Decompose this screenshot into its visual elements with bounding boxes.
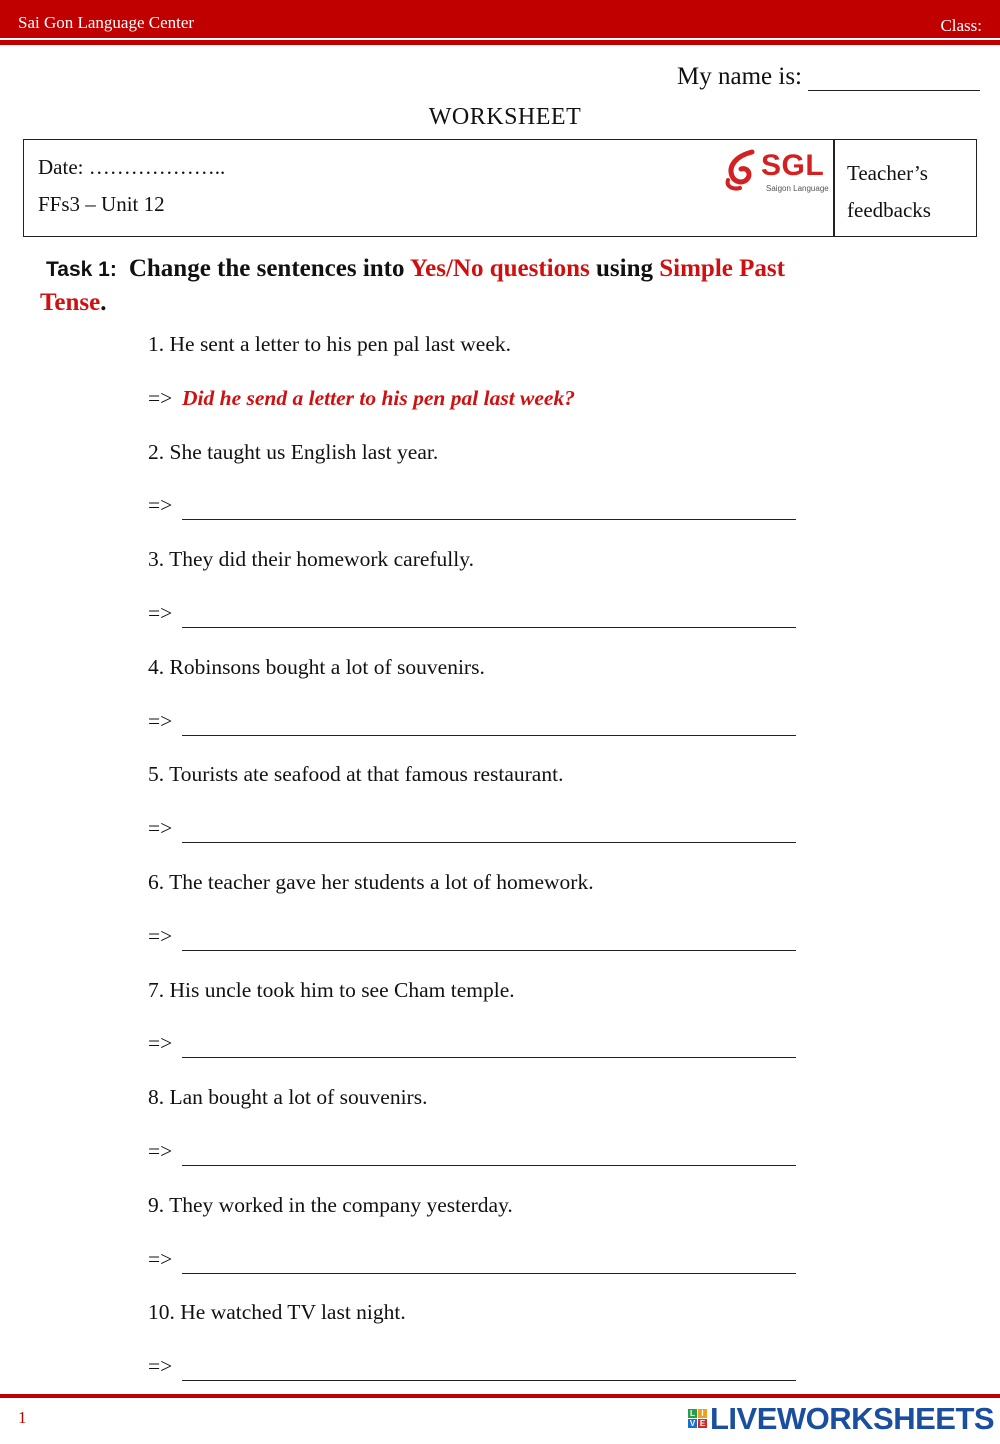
task-text-2: Yes/No questions [409, 255, 590, 282]
arrow-label: => [148, 1138, 173, 1163]
feedback-line-1: Teacher’s [847, 161, 928, 185]
task-instruction [40, 252, 940, 319]
answer-blank[interactable] [182, 842, 796, 843]
my-name-row [677, 62, 980, 91]
sgl-logo [722, 146, 830, 194]
answer-text: Did he send a letter to his pen pal last week? [182, 385, 575, 410]
arrow-label: => [148, 385, 173, 410]
brand-name: LIVEWORKSHEETS [710, 1401, 995, 1436]
liveworksheets-logo [688, 1401, 995, 1437]
question-item [148, 976, 808, 1030]
question-item [148, 868, 808, 922]
answer-blank[interactable] [182, 627, 796, 628]
question-list [148, 330, 808, 1406]
answer-row [148, 1137, 808, 1191]
question-item [148, 1191, 808, 1245]
task-text-5: Tense [40, 289, 101, 316]
answer-row [148, 599, 808, 653]
answer-blank[interactable] [182, 1273, 796, 1274]
task-label: Task 1: [46, 258, 117, 281]
question-text: 9. They worked in the company yesterday. [148, 1192, 513, 1217]
answer-row [148, 922, 808, 976]
my-name-label: My name is: [677, 63, 802, 90]
task-text-3: using [596, 255, 653, 282]
arrow-label: => [148, 1031, 173, 1056]
answer-blank[interactable] [182, 519, 796, 520]
class-label: Class: [940, 16, 982, 35]
brand-tile: E [699, 1419, 706, 1428]
brand-tile: L [688, 1409, 697, 1418]
question-text: 3. They did their homework carefully. [148, 547, 474, 572]
feedback-line-2: feedbacks [847, 198, 931, 222]
arrow-label: => [148, 923, 173, 948]
question-item [148, 653, 808, 707]
arrow-label: => [148, 708, 173, 733]
answer-blank[interactable] [182, 735, 796, 736]
question-item [148, 760, 808, 814]
footer-rule [0, 1394, 1000, 1398]
task-text-1: Change the sentences into [128, 255, 405, 282]
worksheet-title: WORKSHEET [428, 104, 582, 130]
question-text: 7. His uncle took him to see Cham temple. [148, 977, 515, 1002]
arrow-label: => [148, 600, 173, 625]
answer-row [148, 1029, 808, 1083]
task-text-6: . [100, 289, 107, 316]
question-text: 4. Robinsons bought a lot of souvenirs. [148, 654, 485, 679]
question-item [148, 1083, 808, 1137]
question-text: 10. He watched TV last night. [148, 1300, 406, 1325]
arrow-label: => [148, 1246, 173, 1271]
page-number: 1 [18, 1408, 27, 1427]
date-field: Date: ……………….. [38, 155, 226, 179]
question-text: 8. Lan bought a lot of souvenirs. [148, 1085, 428, 1110]
task-text-4: Simple Past [659, 255, 785, 282]
center-name: Sai Gon Language Center [18, 13, 195, 32]
header-rule [0, 40, 1000, 45]
logo-text: SGL [761, 149, 825, 182]
answer-blank[interactable] [182, 950, 796, 951]
answer-blank[interactable] [182, 1057, 796, 1058]
answer-row [148, 814, 808, 868]
arrow-label: => [148, 816, 173, 841]
brand-tiles-icon [688, 1409, 708, 1429]
header-bar [0, 0, 1000, 38]
answer-row [148, 1245, 808, 1299]
answer-blank[interactable] [182, 1380, 796, 1381]
brand-tile: I [698, 1409, 707, 1418]
answer-row [148, 707, 808, 761]
question-text: 1. He sent a letter to his pen pal last week. [148, 332, 512, 356]
question-item [148, 330, 808, 384]
logo-subtext: Saigon Language [766, 184, 829, 193]
arrow-label: => [148, 1354, 173, 1379]
question-text: 6. The teacher gave her students a lot of homework. [148, 869, 594, 894]
answer-row [148, 491, 808, 545]
question-text: 5. Tourists ate seafood at that famous restaurant. [148, 762, 564, 787]
question-item [148, 1298, 808, 1352]
brand-tile: V [689, 1419, 696, 1428]
answer-blank[interactable] [182, 1165, 796, 1166]
arrow-label: => [148, 493, 173, 518]
answer-row [148, 384, 808, 438]
question-item [148, 438, 808, 492]
teacher-feedback-label [847, 155, 931, 229]
unit-label: FFs3 – Unit 12 [38, 192, 165, 216]
info-box [23, 139, 977, 237]
question-item [148, 545, 808, 599]
name-blank[interactable] [808, 62, 980, 91]
question-text: 2. She taught us English last year. [148, 439, 439, 464]
sgl-swirl-icon [722, 146, 760, 194]
feedback-divider [833, 140, 835, 236]
